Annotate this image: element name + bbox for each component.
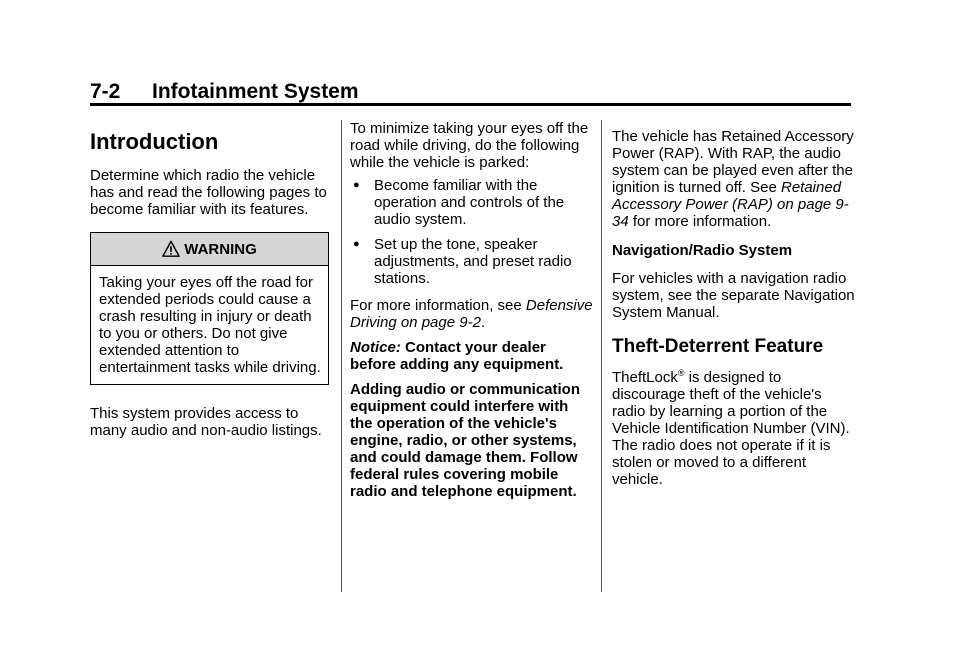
- page-number: 7-2: [90, 80, 121, 103]
- list-item-text: Set up the tone, speaker adjustments, and preset radio stations.: [374, 236, 572, 287]
- bullet-icon: ●: [353, 179, 360, 191]
- list-item: [350, 236, 595, 287]
- warning-box: [90, 232, 329, 385]
- header-rule: [90, 103, 851, 106]
- theft-brand: TheftLock: [612, 369, 678, 386]
- navigation-heading: Navigation/Radio System: [612, 242, 793, 259]
- tips-list: [350, 177, 595, 287]
- column-right: [612, 120, 857, 488]
- column-divider: [341, 120, 342, 592]
- list-item: [350, 177, 595, 228]
- warning-text: Taking your eyes off the road for extended periods could cause a crash resulting in injury or death to you or others. Do not give extended attention to entertainment tasks while driving.: [99, 274, 321, 376]
- notice-label: Notice:: [350, 339, 401, 356]
- defensive-driving-link[interactable]: Defensive Driving on page 9-2: [350, 297, 593, 331]
- warning-icon: [162, 240, 180, 258]
- theft-paragraph: [612, 369, 857, 488]
- rap-link[interactable]: Retained Accessory Power (RAP) on page 9-34: [612, 179, 849, 230]
- introduction-heading: Introduction: [90, 129, 219, 154]
- column-left: [90, 120, 330, 439]
- intro-paragraph: Determine which radio the vehicle has and read the following pages to become familiar with its features.: [90, 167, 327, 218]
- more-info-prefix: For more information, see: [350, 297, 526, 314]
- navigation-paragraph: For vehicles with a navigation radio system, see the separate Navigation System Manual.: [612, 270, 855, 321]
- column-divider: [601, 120, 602, 592]
- rap-suffix: for more information.: [628, 213, 772, 230]
- notice-body: Adding audio or communication equipment could interfere with the operation of the vehicle's engine, radio, or other systems, and could damage them. Follow federal rules covering mobile radio and telephone equipment.: [350, 381, 580, 500]
- theft-text: is designed to discourage theft of the vehicle's radio by learning a portion of the Vehicle Identification Number (VIN). The radio does not operate if it is stolen or moved to a different vehicle.: [612, 369, 850, 488]
- notice-text: Contact your dealer before adding any equipment.: [350, 339, 564, 373]
- registered-mark: ®: [677, 368, 685, 378]
- notice-paragraph: [350, 339, 595, 373]
- warning-header: [91, 233, 328, 266]
- rap-paragraph: [612, 128, 857, 230]
- warning-title: WARNING: [184, 240, 257, 258]
- section-title: Infotainment System: [152, 80, 359, 103]
- access-paragraph: This system provides access to many audio and non-audio listings.: [90, 405, 322, 439]
- column-middle: [350, 120, 595, 500]
- minimize-paragraph: To minimize taking your eyes off the road while driving, do the following while the vehicle is parked:: [350, 120, 589, 171]
- more-info-paragraph: [350, 297, 595, 331]
- theft-heading: Theft-Deterrent Feature: [612, 336, 824, 357]
- rap-prefix: The vehicle has Retained Accessory Power (RAP). With RAP, the audio system can be played even after the ignition is turned off. See: [612, 128, 854, 196]
- page-header: [90, 80, 850, 104]
- more-info-suffix: .: [480, 314, 486, 331]
- bullet-icon: ●: [353, 238, 360, 250]
- list-item-text: Become familiar with the operation and controls of the audio system.: [374, 177, 565, 228]
